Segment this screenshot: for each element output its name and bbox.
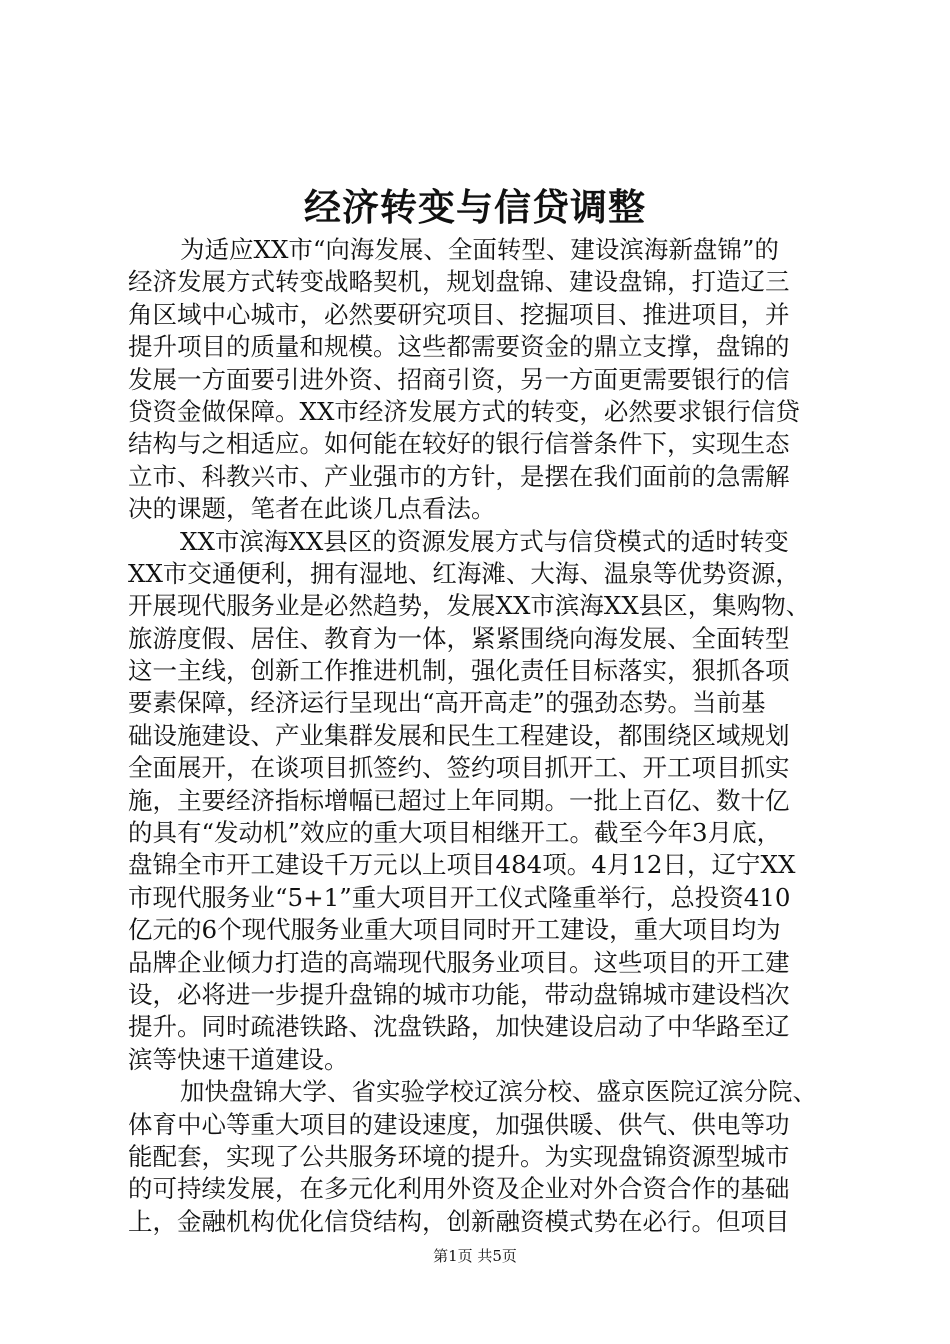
text-line: XX市滨海XX县区的资源发展方式与信贷模式的适时转变 bbox=[180, 526, 789, 556]
text-line: 设，必将进一步提升盘锦的城市功能，带动盘锦城市建设档次 bbox=[128, 979, 790, 1009]
text-line: 体育中心等重大项目的建设速度，加强供暖、供气、供电等功 bbox=[128, 1109, 790, 1139]
text-line: 提升项目的质量和规模。这些都需要资金的鼎立支撑，盘锦的 bbox=[128, 332, 790, 362]
text-line: 的具有“发动机”效应的重大项目相继开工。截至今年3月底， bbox=[128, 818, 782, 848]
text-line: 加快盘锦大学、省实验学校辽滨分校、盛京医院辽滨分院、 bbox=[180, 1077, 817, 1107]
text-line: 开展现代服务业是必然趋势，发展XX市滨海XX县区，集购物、 bbox=[128, 591, 811, 621]
text-line: 提升。同时疏港铁路、沈盘铁路，加快建设启动了中华路至辽 bbox=[128, 1012, 790, 1042]
text-line: 立市、科教兴市、产业强市的方针，是摆在我们面前的急需解 bbox=[128, 461, 790, 491]
paragraph-3 bbox=[128, 1076, 836, 1238]
document-title: 经济转变与信贷调整 bbox=[304, 185, 646, 229]
text-line: 贷资金做保障。XX市经济发展方式的转变，必然要求银行信贷 bbox=[128, 396, 800, 426]
paragraph-2 bbox=[128, 526, 836, 1077]
text-line: 发展一方面要引进外资、招商引资，另一方面更需要银行的信 bbox=[128, 364, 790, 394]
text-line: 结构与之相适应。如何能在较好的银行信誉条件下，实现生态 bbox=[128, 429, 790, 459]
text-line: 要素保障，经济运行呈现出“高开高走”的强劲态势。当前基 bbox=[128, 688, 766, 718]
text-line: 盘锦全市开工建设千万元以上项目484项。4月12日，辽宁XX bbox=[128, 850, 796, 880]
document-body bbox=[128, 234, 836, 1238]
text-line: 决的课题，笔者在此谈几点看法。 bbox=[128, 494, 496, 524]
text-line: 滨等快速干道建设。 bbox=[128, 1044, 349, 1074]
text-line: 经济发展方式转变战略契机，规划盘锦、建设盘锦，打造辽三 bbox=[128, 267, 790, 297]
text-line: XX市交通便利，拥有湿地、红海滩、大海、温泉等优势资源， bbox=[128, 558, 800, 588]
text-line: 市现代服务业“5+1”重大项目开工仪式隆重举行，总投资410 bbox=[128, 882, 791, 912]
text-line: 础设施建设、产业集群发展和民生工程建设，都围绕区域规划 bbox=[128, 720, 790, 750]
text-line: 这一主线，创新工作推进机制，强化责任目标落实，狠抓各项 bbox=[128, 656, 790, 686]
text-line: 品牌企业倾力打造的高端现代服务业项目。这些项目的开工建 bbox=[128, 947, 790, 977]
text-line: 为适应XX市“向海发展、全面转型、建设滨海新盘锦”的 bbox=[180, 235, 779, 264]
text-line: 旅游度假、居住、教育为一体，紧紧围绕向海发展、全面转型 bbox=[128, 623, 790, 653]
paragraph-1 bbox=[128, 234, 836, 526]
text-line: 全面展开，在谈项目抓签约、签约项目抓开工、开工项目抓实 bbox=[128, 753, 790, 783]
text-line: 的可持续发展，在多元化利用外资及企业对外合资合作的基础 bbox=[128, 1174, 790, 1204]
text-line: 能配套，实现了公共服务环境的提升。为实现盘锦资源型城市 bbox=[128, 1141, 790, 1171]
text-line: 角区域中心城市，必然要研究项目、挖掘项目、推进项目，并 bbox=[128, 299, 790, 329]
page-footer: 第1页 共5页 bbox=[433, 1247, 517, 1265]
text-line: 上，金融机构优化信贷结构，创新融资模式势在必行。但项目 bbox=[128, 1206, 790, 1236]
text-line: 亿元的6个现代服务业重大项目同时开工建设，重大项目均为 bbox=[128, 915, 781, 945]
text-line: 施，主要经济指标增幅已超过上年同期。一批上百亿、数十亿 bbox=[128, 785, 790, 815]
